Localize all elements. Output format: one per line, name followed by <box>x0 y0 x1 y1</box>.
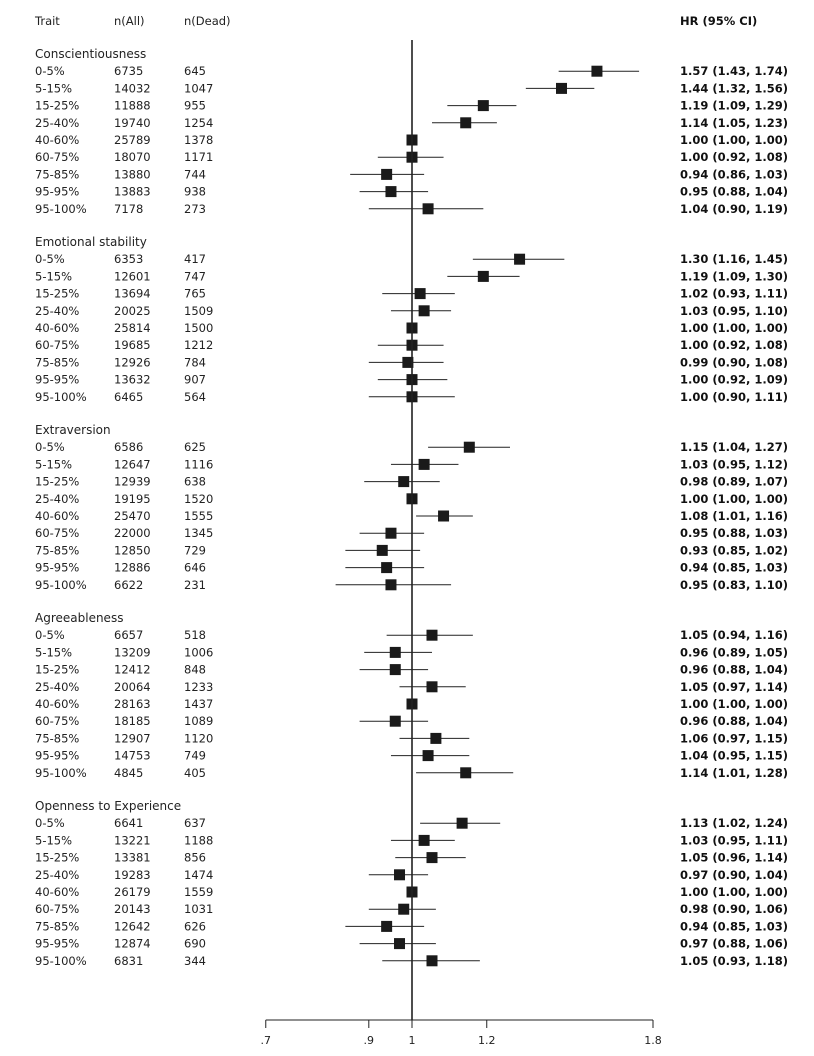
hr-marker <box>419 835 430 846</box>
x-axis <box>261 40 662 1047</box>
hr-marker <box>423 750 434 761</box>
row-n-dead: 729 <box>184 543 206 558</box>
row-label: 25-40% <box>35 867 80 882</box>
row-n-all: 20025 <box>114 303 151 318</box>
row-label: 5-15% <box>35 645 73 660</box>
row-n-all: 14032 <box>114 81 151 96</box>
header-n-dead: n(Dead) <box>184 14 231 28</box>
row-label: 60-75% <box>35 338 80 353</box>
row-n-dead: 749 <box>184 748 206 763</box>
hr-marker <box>591 66 602 77</box>
row-hr-text: 1.00 (1.00, 1.00) <box>680 697 789 711</box>
group-title: Conscientiousness <box>35 47 147 61</box>
row-n-all: 12601 <box>114 269 151 284</box>
group-title: Emotional stability <box>35 235 147 249</box>
row-hr-text: 1.08 (1.01, 1.16) <box>680 509 789 523</box>
row-n-all: 6657 <box>114 628 144 643</box>
hr-marker <box>398 476 409 487</box>
row-n-dead: 1171 <box>184 150 214 165</box>
row-label: 40-60% <box>35 133 80 147</box>
row-n-dead: 1254 <box>184 115 214 130</box>
row-n-all: 7178 <box>114 201 144 216</box>
row-n-all: 19283 <box>114 867 151 882</box>
row-label: 95-95% <box>35 372 80 387</box>
row-n-dead: 1437 <box>184 697 214 711</box>
row-label: 75-85% <box>35 731 80 746</box>
hr-marker <box>394 938 405 949</box>
hr-marker <box>423 203 434 214</box>
row-hr-text: 1.14 (1.01, 1.28) <box>680 765 789 780</box>
row-hr-text: 1.02 (0.93, 1.11) <box>680 286 789 301</box>
row-hr-text: 0.98 (0.90, 1.06) <box>680 902 789 917</box>
row-hr-text: 1.05 (0.96, 1.14) <box>680 850 789 865</box>
row-hr-text: 0.96 (0.89, 1.05) <box>680 645 789 660</box>
row-n-dead: 744 <box>184 167 206 182</box>
x-tick-label: 1.2 <box>478 1034 496 1047</box>
row-n-all: 14753 <box>114 748 151 763</box>
hr-marker <box>419 305 430 316</box>
row-n-all: 12886 <box>114 560 151 575</box>
x-tick-label: .7 <box>260 1034 272 1047</box>
row-n-all: 20143 <box>114 902 151 917</box>
row-hr-text: 0.97 (0.88, 1.06) <box>680 936 789 951</box>
row-n-dead: 1047 <box>184 81 214 96</box>
hr-marker <box>460 117 471 128</box>
hr-marker <box>415 288 426 299</box>
row-label: 95-100% <box>35 953 87 968</box>
row-n-dead: 1555 <box>184 509 214 523</box>
row-n-all: 4845 <box>114 765 144 780</box>
row-n-dead: 1120 <box>184 731 214 746</box>
header-trait: Trait <box>35 14 60 28</box>
row-label: 95-95% <box>35 936 80 951</box>
row-n-all: 18070 <box>114 150 151 165</box>
row-label: 5-15% <box>35 81 73 96</box>
row-label: 40-60% <box>35 509 80 523</box>
row-n-dead: 626 <box>184 919 206 934</box>
row-label: 95-100% <box>35 577 87 592</box>
group-title: Openness to Experience <box>35 799 182 813</box>
row-n-dead: 1006 <box>184 645 214 660</box>
row-n-all: 6641 <box>114 816 144 831</box>
group-title: Agreeableness <box>35 611 124 625</box>
row-n-dead: 848 <box>184 662 206 677</box>
row-n-all: 6353 <box>114 252 144 267</box>
row-hr-text: 1.00 (1.00, 1.00) <box>680 885 789 899</box>
x-tick-label: .9 <box>363 1034 375 1047</box>
row-n-dead: 955 <box>184 98 206 113</box>
row-hr-text: 1.57 (1.43, 1.74) <box>680 64 789 79</box>
hr-marker <box>438 511 449 522</box>
row-n-all: 13883 <box>114 184 151 199</box>
row-n-dead: 747 <box>184 269 206 284</box>
row-label: 25-40% <box>35 679 80 694</box>
hr-marker <box>381 169 392 180</box>
row-label: 15-25% <box>35 286 80 301</box>
row-label: 0-5% <box>35 628 65 643</box>
row-label: 5-15% <box>35 833 73 848</box>
row-label: 25-40% <box>35 303 80 318</box>
row-hr-text: 0.93 (0.85, 1.02) <box>680 543 789 558</box>
row-hr-text: 0.96 (0.88, 1.04) <box>680 714 789 729</box>
hr-marker <box>390 647 401 658</box>
row-label: 60-75% <box>35 150 80 165</box>
row-n-all: 28163 <box>114 697 151 711</box>
row-n-dead: 1089 <box>184 714 214 729</box>
row-label: 0-5% <box>35 252 65 267</box>
hr-marker <box>464 442 475 453</box>
row-n-dead: 907 <box>184 372 206 387</box>
row-label: 40-60% <box>35 885 80 899</box>
hr-marker <box>427 955 438 966</box>
row-n-all: 12907 <box>114 731 151 746</box>
hr-marker <box>377 545 388 556</box>
hr-marker <box>556 83 567 94</box>
row-n-dead: 1345 <box>184 526 214 541</box>
row-label: 0-5% <box>35 816 65 831</box>
row-n-dead: 938 <box>184 184 206 199</box>
row-n-all: 19740 <box>114 115 151 130</box>
x-tick-label: 1 <box>408 1034 416 1047</box>
row-hr-text: 0.95 (0.83, 1.10) <box>680 577 789 592</box>
row-n-all: 25814 <box>114 321 151 335</box>
row-n-dead: 1188 <box>184 833 214 848</box>
row-n-all: 12926 <box>114 355 151 370</box>
row-n-all: 6622 <box>114 577 144 592</box>
row-n-all: 11888 <box>114 98 151 113</box>
row-n-all: 13632 <box>114 372 151 387</box>
hr-marker <box>514 254 525 265</box>
header-hr: HR (95% CI) <box>680 14 758 28</box>
row-n-all: 13880 <box>114 167 151 182</box>
row-n-all: 13381 <box>114 850 151 865</box>
row-hr-text: 1.19 (1.09, 1.30) <box>680 269 789 284</box>
row-label: 95-100% <box>35 201 87 216</box>
row-hr-text: 1.30 (1.16, 1.45) <box>680 252 789 267</box>
row-n-dead: 518 <box>184 628 206 643</box>
row-label: 60-75% <box>35 526 80 541</box>
row-label: 40-60% <box>35 321 80 335</box>
row-n-dead: 417 <box>184 252 206 267</box>
row-n-dead: 856 <box>184 850 206 865</box>
row-n-dead: 273 <box>184 201 206 216</box>
row-n-dead: 1031 <box>184 902 214 917</box>
row-n-dead: 231 <box>184 577 206 592</box>
row-n-dead: 690 <box>184 936 206 951</box>
row-label: 0-5% <box>35 440 65 455</box>
row-n-dead: 637 <box>184 816 206 831</box>
row-label: 25-40% <box>35 115 80 130</box>
row-label: 75-85% <box>35 167 80 182</box>
row-label: 15-25% <box>35 850 80 865</box>
hr-marker <box>457 818 468 829</box>
row-n-dead: 1509 <box>184 303 214 318</box>
row-n-all: 13694 <box>114 286 151 301</box>
hr-marker <box>381 921 392 932</box>
row-hr-text: 0.95 (0.88, 1.03) <box>680 526 789 541</box>
row-n-all: 12850 <box>114 543 151 558</box>
hr-marker <box>419 459 430 470</box>
hr-marker <box>427 852 438 863</box>
row-n-dead: 645 <box>184 64 206 79</box>
row-hr-text: 1.00 (0.92, 1.08) <box>680 338 789 353</box>
row-hr-text: 1.44 (1.32, 1.56) <box>680 81 789 96</box>
row-n-all: 6465 <box>114 389 144 404</box>
row-n-all: 6831 <box>114 953 144 968</box>
row-n-dead: 646 <box>184 560 206 575</box>
row-label: 75-85% <box>35 355 80 370</box>
row-hr-text: 0.96 (0.88, 1.04) <box>680 662 789 677</box>
row-hr-text: 1.05 (0.93, 1.18) <box>680 953 789 968</box>
hr-marker <box>427 681 438 692</box>
row-n-dead: 405 <box>184 765 206 780</box>
row-n-all: 12412 <box>114 662 151 677</box>
row-hr-text: 1.03 (0.95, 1.12) <box>680 457 789 472</box>
header-n-all: n(All) <box>114 14 145 28</box>
row-label: 60-75% <box>35 902 80 917</box>
row-label: 15-25% <box>35 662 80 677</box>
row-hr-text: 1.14 (1.05, 1.23) <box>680 115 789 130</box>
row-hr-text: 1.15 (1.04, 1.27) <box>680 440 789 455</box>
row-n-all: 6735 <box>114 64 144 79</box>
row-label: 95-95% <box>35 748 80 763</box>
row-n-dead: 1378 <box>184 133 214 147</box>
x-tick-label: 1.8 <box>644 1034 662 1047</box>
hr-marker <box>385 579 396 590</box>
row-hr-text: 0.94 (0.85, 1.03) <box>680 919 789 934</box>
row-n-dead: 765 <box>184 286 206 301</box>
hr-marker <box>385 186 396 197</box>
row-hr-text: 0.94 (0.85, 1.03) <box>680 560 789 575</box>
row-n-all: 6586 <box>114 440 144 455</box>
row-n-all: 13209 <box>114 645 151 660</box>
hr-marker <box>430 733 441 744</box>
row-n-all: 13221 <box>114 833 151 848</box>
row-label: 95-100% <box>35 389 87 404</box>
row-n-all: 18185 <box>114 714 151 729</box>
row-n-all: 12642 <box>114 919 151 934</box>
row-hr-text: 1.04 (0.90, 1.19) <box>680 201 789 216</box>
group-title: Extraversion <box>35 423 111 437</box>
row-n-all: 25470 <box>114 509 151 523</box>
row-n-dead: 564 <box>184 389 206 404</box>
row-label: 60-75% <box>35 714 80 729</box>
row-n-dead: 1520 <box>184 491 214 506</box>
row-hr-text: 0.98 (0.89, 1.07) <box>680 474 789 489</box>
row-hr-text: 1.05 (0.94, 1.16) <box>680 628 789 643</box>
hr-marker <box>390 664 401 675</box>
row-hr-text: 1.00 (0.90, 1.11) <box>680 389 789 404</box>
row-label: 15-25% <box>35 98 80 113</box>
row-n-dead: 1212 <box>184 338 214 353</box>
row-n-all: 26179 <box>114 885 151 899</box>
hr-marker <box>394 869 405 880</box>
row-n-all: 19195 <box>114 491 151 506</box>
row-hr-text: 1.00 (0.92, 1.09) <box>680 372 789 387</box>
hr-marker <box>478 100 489 111</box>
row-hr-text: 0.99 (0.90, 1.08) <box>680 355 789 370</box>
row-hr-text: 1.03 (0.95, 1.10) <box>680 303 789 318</box>
hr-marker <box>385 528 396 539</box>
row-hr-text: 1.00 (1.00, 1.00) <box>680 321 789 335</box>
row-hr-text: 1.19 (1.09, 1.29) <box>680 98 789 113</box>
row-n-dead: 1474 <box>184 867 214 882</box>
hr-marker <box>460 767 471 778</box>
row-label: 75-85% <box>35 543 80 558</box>
row-hr-text: 1.00 (0.92, 1.08) <box>680 150 789 165</box>
row-n-all: 12874 <box>114 936 151 951</box>
row-label: 0-5% <box>35 64 65 79</box>
row-label: 95-95% <box>35 184 80 199</box>
row-hr-text: 1.13 (1.02, 1.24) <box>680 816 789 831</box>
hr-marker <box>398 904 409 915</box>
row-hr-text: 1.05 (0.97, 1.14) <box>680 679 789 694</box>
row-hr-text: 1.06 (0.97, 1.15) <box>680 731 789 746</box>
row-hr-text: 1.00 (1.00, 1.00) <box>680 133 789 147</box>
hr-marker <box>427 630 438 641</box>
row-n-all: 19685 <box>114 338 151 353</box>
row-n-dead: 784 <box>184 355 206 370</box>
row-label: 25-40% <box>35 491 80 506</box>
row-n-all: 12647 <box>114 457 151 472</box>
row-n-dead: 625 <box>184 440 206 455</box>
row-n-dead: 1559 <box>184 885 214 899</box>
row-hr-text: 1.04 (0.95, 1.15) <box>680 748 789 763</box>
row-label: 40-60% <box>35 697 80 711</box>
row-hr-text: 1.00 (1.00, 1.00) <box>680 491 789 506</box>
row-hr-text: 0.94 (0.86, 1.03) <box>680 167 789 182</box>
row-n-all: 25789 <box>114 133 151 147</box>
row-n-dead: 638 <box>184 474 206 489</box>
row-n-all: 20064 <box>114 679 151 694</box>
row-label: 95-100% <box>35 765 87 780</box>
hr-marker <box>390 716 401 727</box>
row-n-dead: 1233 <box>184 679 214 694</box>
row-n-dead: 344 <box>184 953 206 968</box>
row-hr-text: 1.03 (0.95, 1.11) <box>680 833 789 848</box>
row-label: 15-25% <box>35 474 80 489</box>
hr-marker <box>478 271 489 282</box>
row-n-dead: 1116 <box>184 457 214 472</box>
row-hr-text: 0.97 (0.90, 1.04) <box>680 867 789 882</box>
hr-marker <box>381 562 392 573</box>
row-n-all: 12939 <box>114 474 151 489</box>
row-label: 95-95% <box>35 560 80 575</box>
row-hr-text: 0.95 (0.88, 1.04) <box>680 184 789 199</box>
row-label: 5-15% <box>35 269 73 284</box>
row-label: 75-85% <box>35 919 80 934</box>
row-label: 5-15% <box>35 457 73 472</box>
row-n-all: 22000 <box>114 526 151 541</box>
row-n-dead: 1500 <box>184 321 214 335</box>
